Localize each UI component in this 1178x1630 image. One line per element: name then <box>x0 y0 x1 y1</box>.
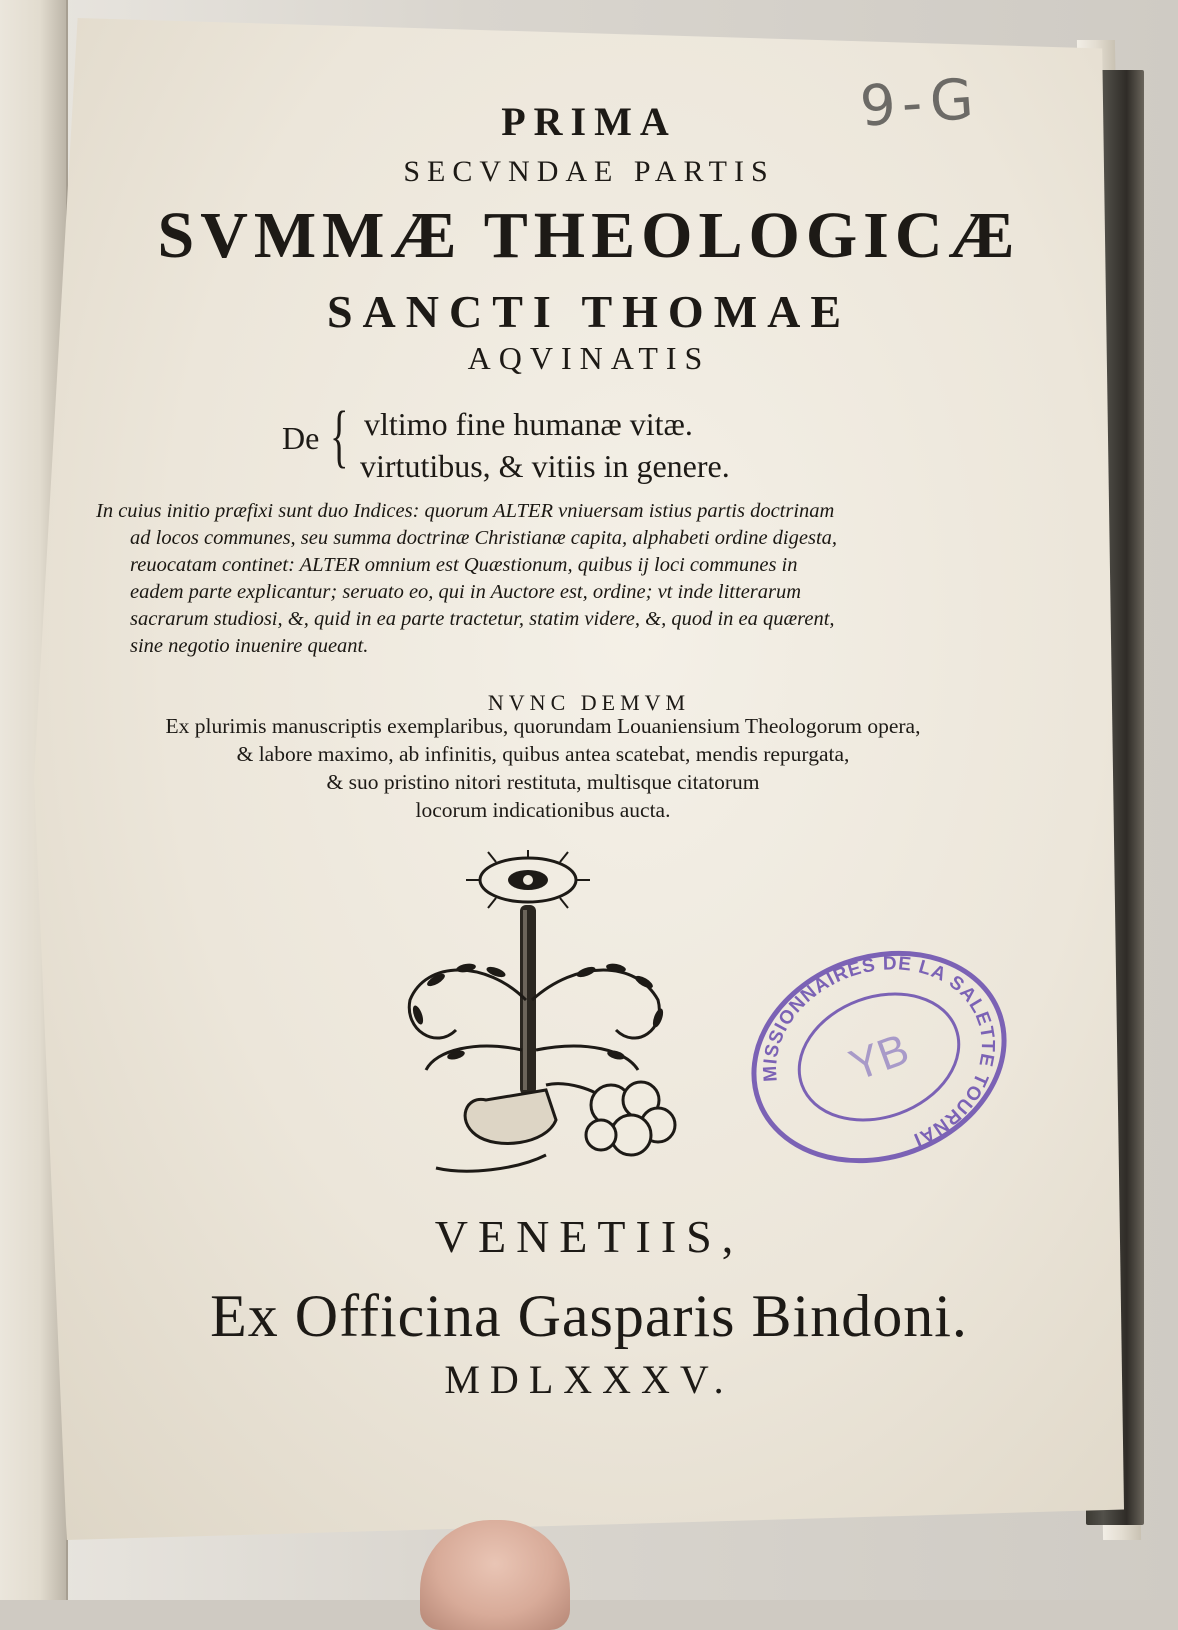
de-word: De <box>282 420 320 456</box>
nunc-demum-heading: NVNC DEMVM <box>487 690 691 715</box>
edition-line: Ex plurimis manuscriptis exemplaribus, quorundam Louaniensium Theologorum opera, <box>165 714 921 738</box>
intro-line: In cuius initio præfixi sunt duo Indices: quorum ALTER vniuersam istius partis doctrinam <box>96 500 835 522</box>
edition-line: & labore maximo, ab infinitis, quibus antea scatebat, mendis repurgata, <box>236 742 850 766</box>
intro-line: ad locos communes, seu summa doctrinæ Christianæ capita, alphabeti ordine digesta, <box>130 527 838 549</box>
intro-line: eadem parte explicantur; seruato eo, qui in Auctore est, ordine; vt inde litterarum <box>130 581 802 603</box>
stamp-inner-text: YB <box>843 1024 916 1091</box>
edition-line: locorum indicationibus aucta. <box>415 798 671 822</box>
leaves-icon <box>411 962 665 1061</box>
title-prima: PRIMA <box>501 99 677 144</box>
title-sancti-thomae: SANCTI THOMAE <box>326 286 852 337</box>
stamp-outer-text: MISSIONNAIRES DE LA SALETTE TOURNAI <box>759 953 998 1151</box>
title-secundae-partis: SECVNDAE PARTIS <box>403 155 775 188</box>
handwritten-shelfmark: 9-G <box>857 66 982 140</box>
imprint-place: VENETIIS, <box>434 1211 744 1262</box>
intro-line: sine negotio inuenire queant. <box>130 635 369 657</box>
subject-item-1: vltimo fine humanæ vitæ. <box>364 406 693 442</box>
edition-paragraph <box>108 712 978 824</box>
imprint-year: MDLXXXV. <box>444 1357 734 1402</box>
brace-icon: { <box>330 398 349 475</box>
intro-line: reuocatam continet: ALTER omnium est Quæstionum, quibus ij loci communes in <box>130 554 798 576</box>
hand-from-cloud-icon <box>436 1082 675 1171</box>
imprint-printer: Ex Officina Gasparis Bindoni. <box>210 1283 968 1349</box>
printers-device-emblem <box>396 850 686 1190</box>
radiant-eye-icon <box>466 850 590 908</box>
edition-line: & suo pristino nitori restituta, multisque citatorum <box>326 770 760 794</box>
intro-line: sacrarum studiosi, &, quid in ea parte tractetur, statim videre, &, quod in ea quærent, <box>130 608 835 630</box>
subject-item-2: virtutibus, & vitiis in genere. <box>360 448 730 484</box>
title-aquinatis: AQVINATIS <box>467 340 711 376</box>
subject-block <box>272 400 792 490</box>
intro-paragraph <box>96 498 966 660</box>
title-summae-theologicae: SVMMÆ THEOLOGICÆ <box>157 199 1021 272</box>
